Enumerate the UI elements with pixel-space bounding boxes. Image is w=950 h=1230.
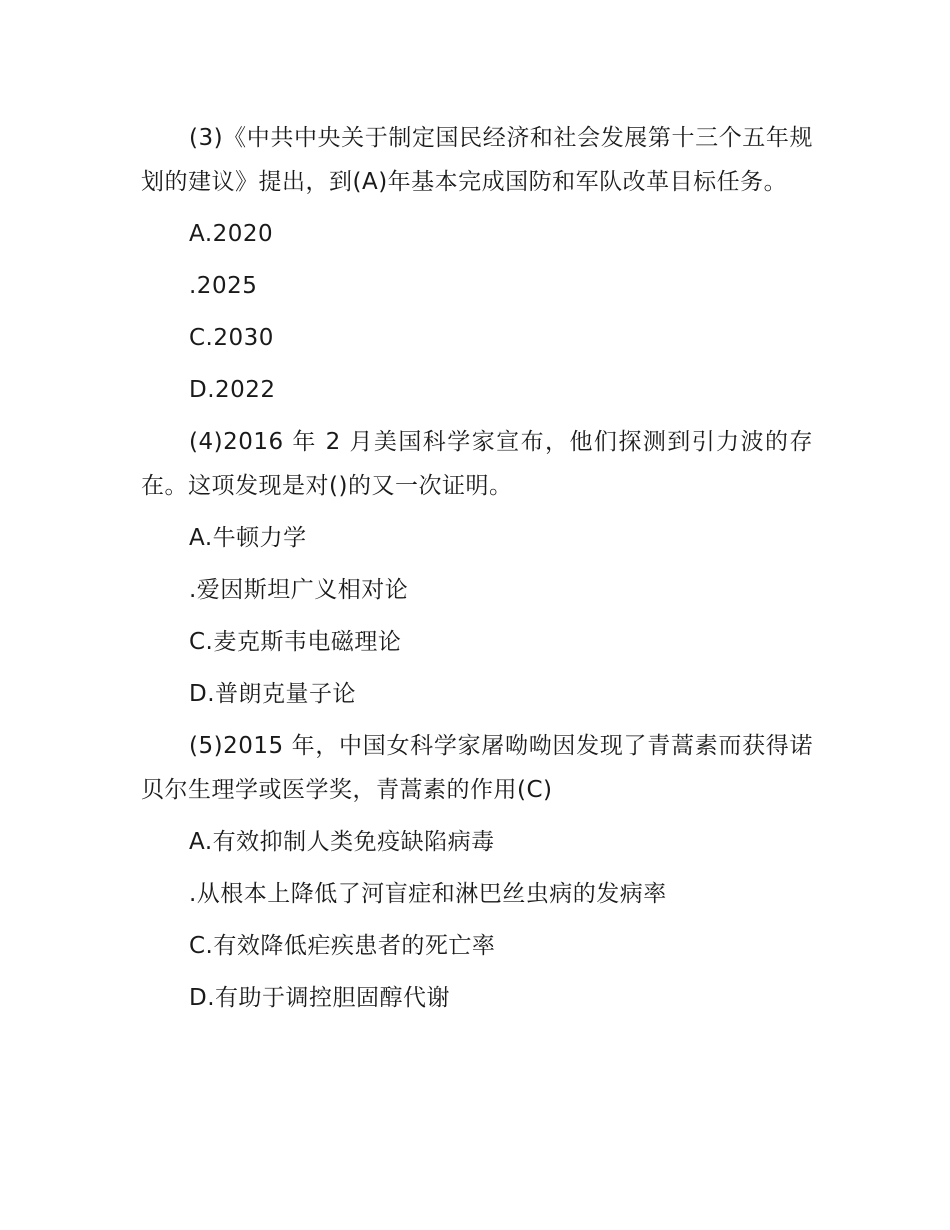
question-5-option-a: A.有效抑制人类免疫缺陷病毒 (189, 829, 495, 855)
question-5-option-c: C.有效降低疟疾患者的死亡率 (189, 933, 496, 959)
question-5-option-b: .从根本上降低了河盲症和淋巴丝虫病的发病率 (189, 881, 667, 907)
question-4-option-d: D.普朗克量子论 (189, 681, 357, 707)
question-4-option-a: A.牛顿力学 (189, 525, 307, 551)
document-content (141, 116, 813, 1028)
question-4-stem: (4)2016 年 2 月美国科学家宣布，他们探测到引力波的存在。这项发现是对()的又一次证明。 (141, 429, 813, 499)
question-3-option-d: D.2022 (189, 377, 276, 403)
question-3-option-b: .2025 (189, 273, 258, 299)
question-5-option-d: D.有助于调控胆固醇代谢 (189, 985, 451, 1011)
question-3-option-a: A.2020 (189, 221, 274, 247)
question-3-stem: (3)《中共中央关于制定国民经济和社会发展第十三个五年规划的建议》提出，到(A)年基本完成国防和军队改革目标任务。 (141, 125, 813, 195)
question-4-option-c: C.麦克斯韦电磁理论 (189, 629, 402, 655)
question-4-option-b: .爱因斯坦广义相对论 (189, 577, 409, 603)
question-3-option-c: C.2030 (189, 325, 274, 351)
question-5-stem: (5)2015 年，中国女科学家屠呦呦因发现了青蒿素而获得诺贝尔生理学或医学奖，青蒿素的作用(C) (141, 733, 813, 803)
